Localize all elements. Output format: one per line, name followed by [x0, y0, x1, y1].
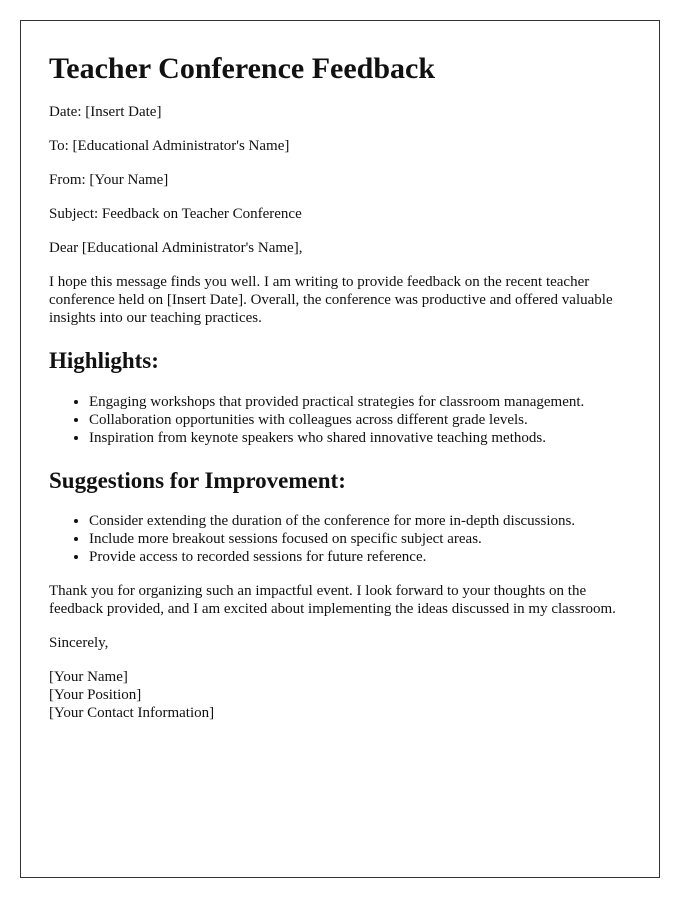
letter-page	[20, 20, 660, 878]
signature-block	[49, 668, 639, 722]
closing-paragraph: Thank you for organizing such an impactful event. I look forward to your thoughts on the feedback provided, and I am excited about implementing the ideas discussed in my classroom.	[49, 583, 616, 618]
page-title: Teacher Conference Feedback	[49, 52, 436, 85]
subject-line: Subject: Feedback on Teacher Conference	[49, 206, 302, 222]
signature-position: [Your Position]	[49, 687, 142, 704]
suggestions-heading: Suggestions for Improvement:	[49, 467, 346, 493]
suggestions-list	[49, 512, 639, 566]
date-line: Date: [Insert Date]	[49, 104, 162, 120]
salutation: Dear [Educational Administrator's Name],	[49, 240, 303, 256]
suggestion-item: • Include more breakout sessions focused on specific subject areas.	[89, 530, 639, 548]
highlight-item: • Engaging workshops that provided practical strategies for classroom management.	[89, 393, 639, 411]
intro-paragraph: I hope this message finds you well. I am writing to provide feedback on the recent teacher conference held on [Insert Date]. Overall, the conference was productive and offered valuable insights into our teaching practices.	[49, 274, 613, 326]
signature-name: [Your Name]	[49, 669, 128, 686]
suggestion-item: • Provide access to recorded sessions for future reference.	[89, 548, 639, 566]
highlight-item: • Collaboration opportunities with colleagues across different grade levels.	[89, 411, 639, 429]
letter-content	[49, 51, 639, 738]
sign-off: Sincerely,	[49, 635, 109, 652]
highlight-item: • Inspiration from keynote speakers who shared innovative teaching methods.	[89, 429, 639, 447]
to-line: To: [Educational Administrator's Name]	[49, 138, 290, 154]
from-line: From: [Your Name]	[49, 172, 169, 188]
highlights-heading: Highlights:	[49, 348, 159, 373]
highlights-list	[49, 393, 639, 447]
suggestion-item: • Consider extending the duration of the conference for more in-depth discussions.	[89, 512, 639, 530]
signature-contact: [Your Contact Information]	[49, 705, 215, 722]
